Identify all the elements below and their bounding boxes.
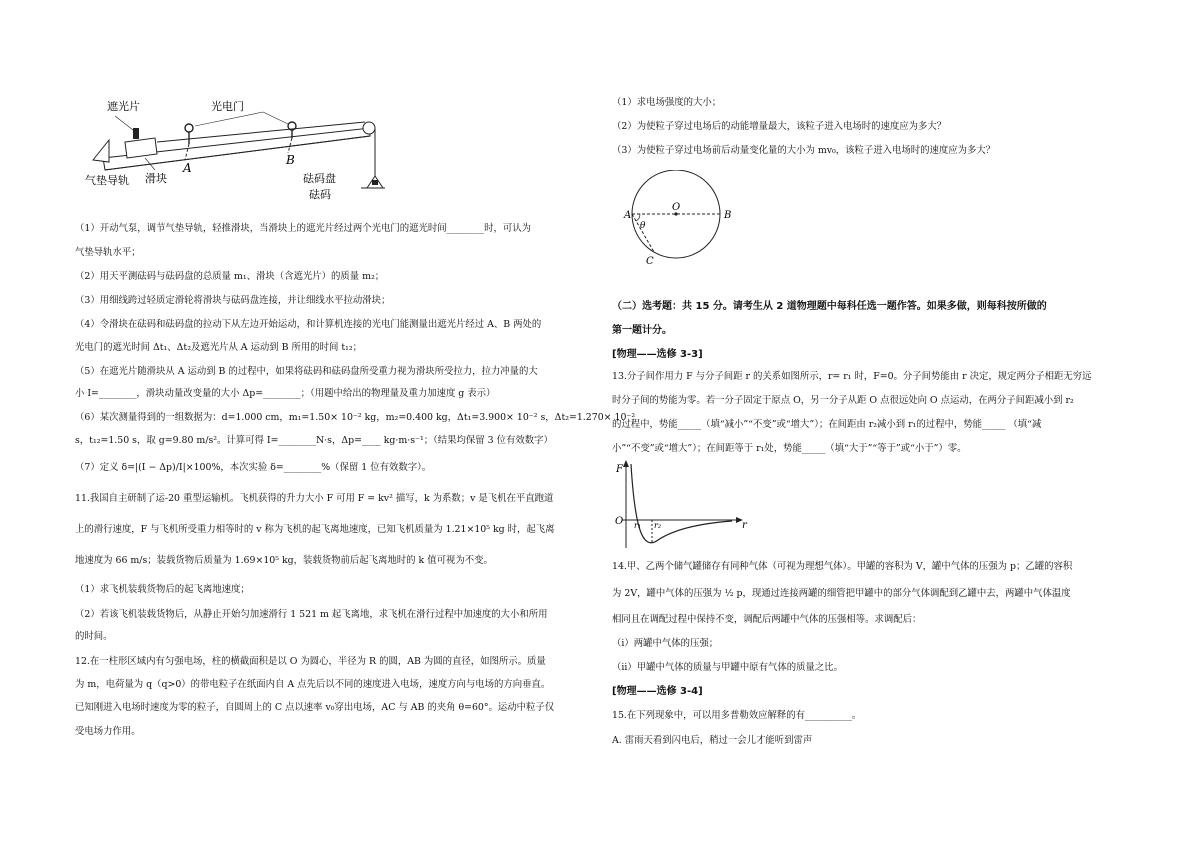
text-line: 的时间。: [75, 631, 113, 642]
air-track-figure: [85, 98, 385, 208]
label-qidian-daogui: 气垫导轨: [85, 174, 129, 187]
text-line: （3）为使粒子穿过电场前后动量变化量的大小为 mv₀，该粒子进入电场时的速度应为多大？: [612, 145, 996, 156]
text-line: 12.在一柱形区域内有匀强电场，柱的横截面积是以 O 为圆心，半径为 R 的圆，AB 为圆的直径，如图所示。质量: [75, 656, 546, 667]
text-line: 15.在下列现象中，可以用多普勒效应解释的有__________。: [612, 710, 862, 721]
text-line: 小”“不变”或“增大”）；在间距等于 r₁处，势能_____（填“大于”“等于”或“小于”）零。: [612, 443, 967, 454]
text-line: 相同且在调配过程中保持不变，调配后两罐中气体的压强相等。求调配后：: [612, 614, 922, 625]
text-line: 为 2V，罐中气体的压强为 ½ p，现通过连接两罐的细管把甲罐中的部分气体调配到乙罐中去，两罐中气体温度: [612, 588, 1071, 599]
text-line: 11.我国自主研制了运-20 重型运输机。飞机获得的升力大小 F 可用 F = kv² 描写，k 为系数；v 是飞机在平直跑道: [75, 493, 554, 504]
text-line: （7）定义 δ=|(I − Δp)/I|×100%，本次实验 δ=________%（保留 1 位有效数字）。: [75, 462, 432, 473]
text-line: （2）为使粒子穿过电场后的动能增量最大，该粒子进入电场时的速度应为多大？: [612, 121, 947, 132]
text-line: 受电场力作用。: [75, 726, 141, 737]
label-B: B: [286, 153, 295, 167]
label-F: F: [616, 464, 623, 475]
label-guangdianmen: 光电门: [211, 100, 244, 113]
text-line: 的过程中，势能_____（填“减小”“不变”或“增大”）；在间距由 r₂减小到 r₁的过程中，势能_____ （填“减: [612, 419, 1042, 430]
text-line: 时分子间的势能为零。若一分子固定于原点 O，另一分子从距 O 点很远处向 O 点运动，在两分子间距减小到 r₂: [612, 395, 1074, 406]
text-line: s，t₁₂=1.50 s，取 g=9.80 m/s²。计算可得 I=________N·s，Δp=____ kg·m·s⁻¹；（结果均保留 3 位有效数字）: [75, 435, 553, 446]
force-distance-figure: [612, 458, 752, 553]
text-line: （2）用天平测砝码与砝码盘的总质量 m₁、滑块（含遮光片）的质量 m₂；: [75, 271, 385, 282]
circle-field-figure: [622, 170, 752, 270]
text-line: （ii）甲罐中气体的质量与甲罐中原有气体的质量之比。: [612, 662, 843, 673]
text-line: （6）某次测量得到的一组数据为：d=1.000 cm，m₁=1.50× 10⁻² kg，m₂=0.400 kg，Δt₁=3.900× 10⁻² s，Δt₂=1.270× 10⁻²: [75, 412, 636, 423]
label-fama: 砝码: [309, 188, 331, 201]
text-line: 地速度为 66 m/s；装载货物后质量为 1.69×10⁵ kg，装载货物前后起飞离地时的 k 值可视为不变。: [75, 555, 493, 566]
text-line: 上的滑行速度，F 与飞机所受重力相等时的 v 称为飞机的起飞离地速度，已知飞机质量为 1.21×10⁵ kg 时，起飞离: [75, 524, 555, 535]
label-C: C: [646, 256, 654, 267]
label-O: O: [615, 516, 624, 527]
label-r: r: [742, 520, 747, 531]
text-line: （3）用细线跨过轻质定滑轮将滑块与砝码盘连接，并让细线水平拉动滑块；: [75, 295, 391, 306]
elective-heading: [物理——选修 3-4]: [612, 686, 703, 697]
label-zheguangpian: 遮光片: [107, 100, 140, 113]
label-r2: r₂: [654, 521, 662, 530]
label-huakuai: 滑块: [145, 172, 167, 185]
label-theta: θ: [640, 221, 646, 231]
label-A: A: [624, 210, 632, 221]
section-heading: 第一题计分。: [612, 325, 672, 336]
section-heading: （二）选考题：共 15 分。请考生从 2 道物理题中每科任选一题作答。如果多做，则每科按所做的: [612, 301, 1047, 312]
text-line: （1）求飞机装载货物后的起飞离地速度；: [75, 584, 250, 595]
text-line: A. 雷雨天看到闪电后，稍过一会儿才能听到雷声: [612, 735, 813, 746]
text-line: 为 m，电荷量为 q（q>0）的带电粒子在纸面内自 A 点先后以不同的速度进入电场，速度方向与电场的方向垂直。: [75, 679, 551, 690]
label-r1: r₁: [634, 521, 642, 530]
text-line: 小 I=________，滑块动量改变量的大小 Δp=________；（用题中给出的物理量及重力加速度 g 表示）: [75, 388, 496, 399]
text-line: （2）若该飞机装载货物后，从静止开始匀加速滑行 1 521 m 起飞离地，求飞机在滑行过程中加速度的大小和所用: [75, 609, 548, 620]
text-line: （5）在遮光片随滑块从 A 运动到 B 的过程中，如果将砝码和砝码盘所受重力视为滑块所受拉力，拉力冲量的大: [75, 366, 538, 377]
text-line: 光电门的遮光时间 Δt₁、Δt₂及遮光片从 A 运动到 B 所用的时间 t₁₂；: [75, 342, 363, 353]
label-O: O: [672, 202, 681, 213]
text-line: 14.甲、乙两个储气罐储存有同种气体（可视为理想气体）。甲罐的容积为 V，罐中气体的压强为 p；乙罐的容积: [612, 561, 1073, 572]
text-line: 已知刚进入电场时速度为零的粒子，自圆周上的 C 点以速率 v₀穿出电场，AC 与 AB 的夹角 θ=60°。运动中粒子仅: [75, 702, 555, 713]
text-line: （1）求电场强度的大小；: [612, 97, 722, 108]
text-line: 13.分子间作用力 F 与分子间距 r 的关系如图所示，r= r₁ 时，F=0。分子间势能由 r 决定，规定两分子相距无穷远: [612, 371, 1092, 382]
text-line: （1）开动气泵，调节气垫导轨，轻推滑块，当滑块上的遮光片经过两个光电门的遮光时间________时，可认为: [75, 223, 531, 234]
elective-heading: [物理——选修 3-3]: [612, 349, 703, 360]
label-B: B: [724, 210, 732, 221]
text-line: 气垫导轨水平；: [75, 247, 141, 258]
label-A: A: [183, 161, 192, 175]
text-line: （i）两罐中气体的压强；: [612, 638, 719, 649]
text-line: （4）令滑块在砝码和砝码盘的拉动下从左边开始运动，和计算机连接的光电门能测量出遮光片经过 A、B 两处的: [75, 319, 542, 330]
label-fama-pan: 砝码盘: [303, 172, 336, 185]
